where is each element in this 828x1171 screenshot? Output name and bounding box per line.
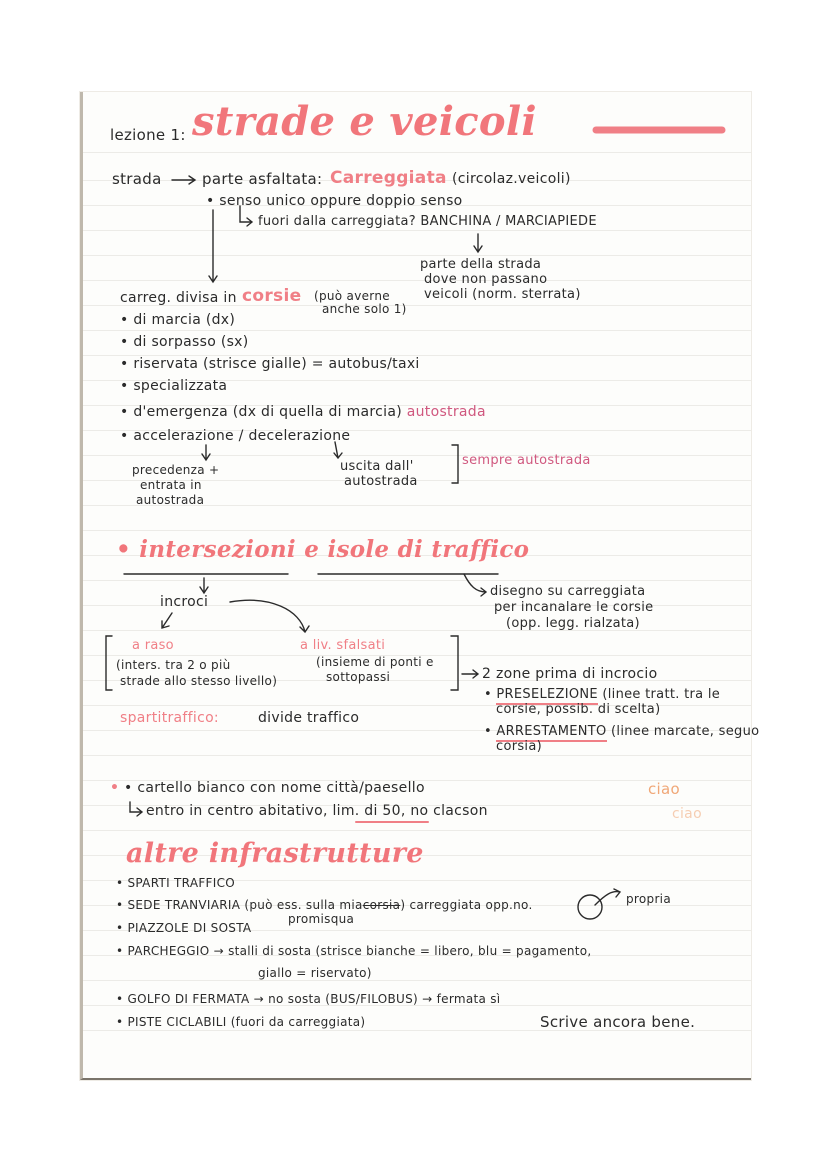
precedenza-1: precedenza +: [132, 463, 220, 477]
altre-item: • SPARTI TRAFFICO: [116, 876, 236, 890]
arrestamento-line: • ARRESTAMENTO (linee marcate, seguo: [484, 724, 759, 739]
senso-line: • senso unico oppure doppio senso: [206, 193, 463, 209]
section-altre-infrastrutture: altre infrastrutture: [126, 838, 424, 869]
altre-item: • PARCHEGGIO → stalli di sosta (strisce bianche = libero, blu = pagamento,: [116, 944, 592, 958]
carreggiata-term: Carreggiata: [330, 168, 447, 188]
circolazione-note: (circolaz.veicoli): [452, 171, 571, 187]
ciao-doodle-faint: ciao: [672, 806, 702, 822]
a-liv-2: sottopassi: [326, 670, 391, 684]
spartitraffico-label: spartitraffico:: [120, 710, 219, 726]
altre-item: • PIAZZOLE DI SOSTA: [116, 921, 252, 935]
autostrada-note: autostrada: [406, 404, 486, 420]
a-raso-1: (inters. tra 2 o più: [116, 658, 231, 672]
strada-word: strada: [112, 170, 162, 188]
a-liv-1: (insieme di ponti e: [316, 655, 434, 669]
cartello-line: • • cartello bianco con nome città/paesello: [110, 780, 425, 796]
incroci-label: incroci: [160, 594, 209, 610]
a-raso-label: a raso: [132, 638, 174, 653]
parcheggio-cont: giallo = riservato): [258, 966, 372, 980]
disegno-1: disegno su carreggiata: [490, 584, 646, 599]
parte-strada-2: dove non passano: [424, 272, 548, 287]
disegno-3: (opp. legg. rialzata): [506, 616, 640, 631]
parte-strada-3: veicoli (norm. sterrata): [424, 287, 581, 302]
parte-asfaltata: parte asfaltata:: [202, 170, 323, 188]
corsie-note-2: anche solo 1): [322, 302, 407, 316]
altre-item: • PISTE CICLABILI (fuori da carreggiata): [116, 1015, 366, 1029]
spartitraffico-text: divide traffico: [258, 710, 360, 726]
fuori-line: fuori dalla carreggiata? BANCHINA / MARCIAPIEDE: [258, 214, 597, 229]
promisqua-note: promisqua: [288, 912, 355, 926]
altre-item: • SEDE TRANVIARIA (può ess. sulla miacorsia) carreggiata opp.no.: [116, 898, 533, 912]
disegno-2: per incanalare le corsie: [494, 600, 654, 615]
a-liv-label: a liv. sfalsati: [300, 638, 386, 653]
lesson-label: lezione 1:: [110, 126, 186, 144]
corsie-intro: carreg. divisa in: [120, 290, 237, 306]
corsia-item: • di sorpasso (sx): [120, 334, 249, 350]
altre-item: • GOLFO DI FERMATA → no sosta (BUS/FILOBUS) → fermata sì: [116, 992, 501, 1006]
ciao-doodle: ciao: [648, 780, 680, 798]
section-intersezioni: • intersezioni e isole di traffico: [116, 536, 530, 563]
precedenza-3: autostrada: [136, 493, 205, 507]
preselezione-line: • PRESELEZIONE (linee tratt. tra le: [484, 687, 720, 702]
uscita-1: uscita dall': [340, 459, 414, 474]
corsie-note-1: (può averne: [314, 289, 390, 303]
corsie-term: corsie: [242, 286, 302, 306]
parte-strada-1: parte della strada: [420, 257, 542, 272]
a-raso-2: strade allo stesso livello): [120, 674, 278, 688]
scrive-note: Scrive ancora bene.: [540, 1013, 696, 1031]
due-zone: 2 zone prima di incrocio: [482, 666, 658, 682]
uscita-2: autostrada: [344, 474, 418, 489]
corsia-item: • d'emergenza (dx di quella di marcia) autostrada: [120, 404, 486, 420]
precedenza-2: entrata in: [140, 478, 202, 492]
centro-abitativo-line: entro in centro abitativo, lim. di 50, no clacson: [146, 803, 488, 819]
arrestamento-2: corsia): [496, 739, 542, 754]
corsia-item: • specializzata: [120, 378, 228, 394]
corsia-item: • accelerazione / decelerazione: [120, 428, 351, 444]
page-title: strade e veicoli: [192, 98, 537, 145]
propria-note: propria: [626, 892, 671, 906]
sempre-autostrada: sempre autostrada: [462, 453, 591, 468]
corsia-item: • riservata (strisce gialle) = autobus/taxi: [120, 356, 420, 372]
preselezione-2: corsie, possib. di scelta): [496, 702, 661, 717]
corsia-item: • di marcia (dx): [120, 312, 236, 328]
